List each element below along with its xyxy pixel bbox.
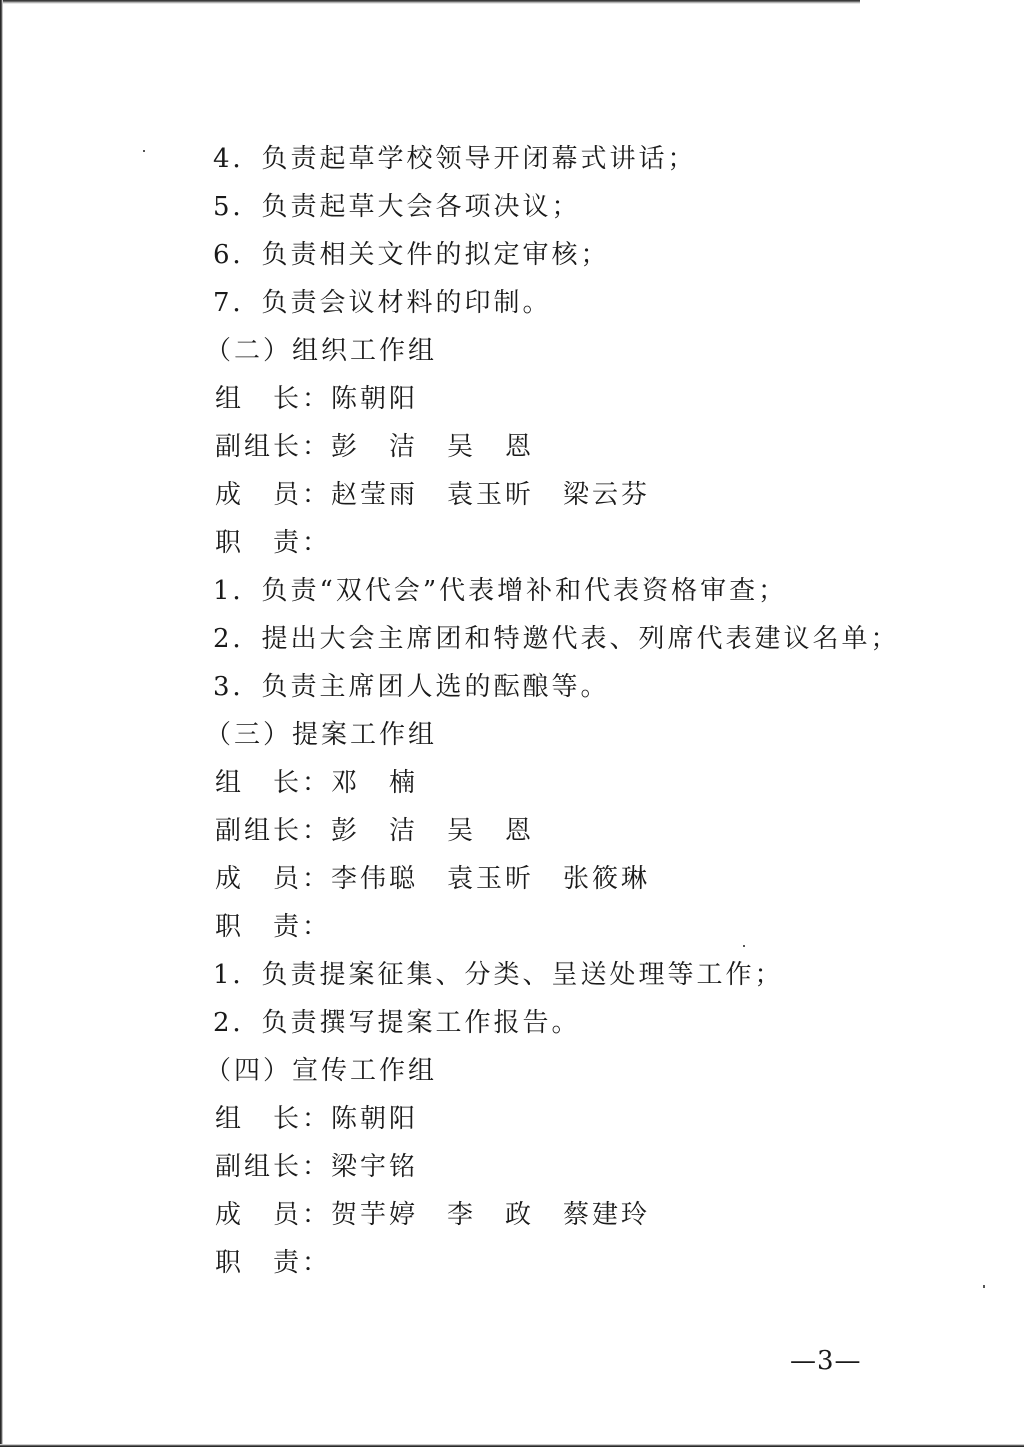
duty-item-4: 4．负责起草学校领导开闭幕式讲话； <box>213 144 697 174</box>
scan-speck <box>743 945 745 947</box>
section-heading-proposal: （三）提案工作组 <box>205 720 438 750</box>
deputy-leader: 副组长：彭 洁 吴 恩 <box>215 816 535 846</box>
page-number: —3— <box>790 1346 862 1376</box>
group-leader: 组 长：邓 楠 <box>215 768 419 798</box>
group-members: 成 员：贺芋婷 李 政 蔡建玲 <box>215 1200 651 1230</box>
group-members: 成 员：赵莹雨 袁玉昕 梁云芬 <box>215 480 651 510</box>
duty-item-2: 2．负责撰写提案工作报告。 <box>213 1008 581 1038</box>
deputy-leader: 副组长：彭 洁 吴 恩 <box>215 432 535 462</box>
scan-edge-left <box>0 0 3 1447</box>
scan-speck <box>983 1285 985 1288</box>
duties-label: 职 责： <box>215 1248 332 1278</box>
duty-item-3: 3．负责主席团人选的酝酿等。 <box>213 672 610 702</box>
duty-item-7: 7．负责会议材料的印制。 <box>213 288 552 318</box>
duty-item-5: 5．负责起草大会各项决议； <box>213 192 581 222</box>
scan-speck <box>143 150 145 152</box>
section-heading-publicity: （四）宣传工作组 <box>205 1056 438 1086</box>
duties-label: 职 责： <box>215 528 332 558</box>
duties-label: 职 责： <box>215 912 332 942</box>
deputy-leader: 副组长：梁宇铭 <box>215 1152 419 1182</box>
duty-item-2: 2．提出大会主席团和特邀代表、列席代表建议名单； <box>213 624 900 654</box>
duty-item-1: 1．负责“双代会”代表增补和代表资格审查； <box>213 576 788 606</box>
section-heading-organization: （二）组织工作组 <box>205 336 438 366</box>
scan-edge-top <box>0 0 860 4</box>
group-members: 成 员：李伟聪 袁玉昕 张筱琳 <box>215 864 651 894</box>
group-leader: 组 长：陈朝阳 <box>215 1104 419 1134</box>
group-leader: 组 长：陈朝阳 <box>215 384 419 414</box>
duty-item-1: 1．负责提案征集、分类、呈送处理等工作； <box>213 960 784 990</box>
duty-item-6: 6．负责相关文件的拟定审核； <box>213 240 610 270</box>
